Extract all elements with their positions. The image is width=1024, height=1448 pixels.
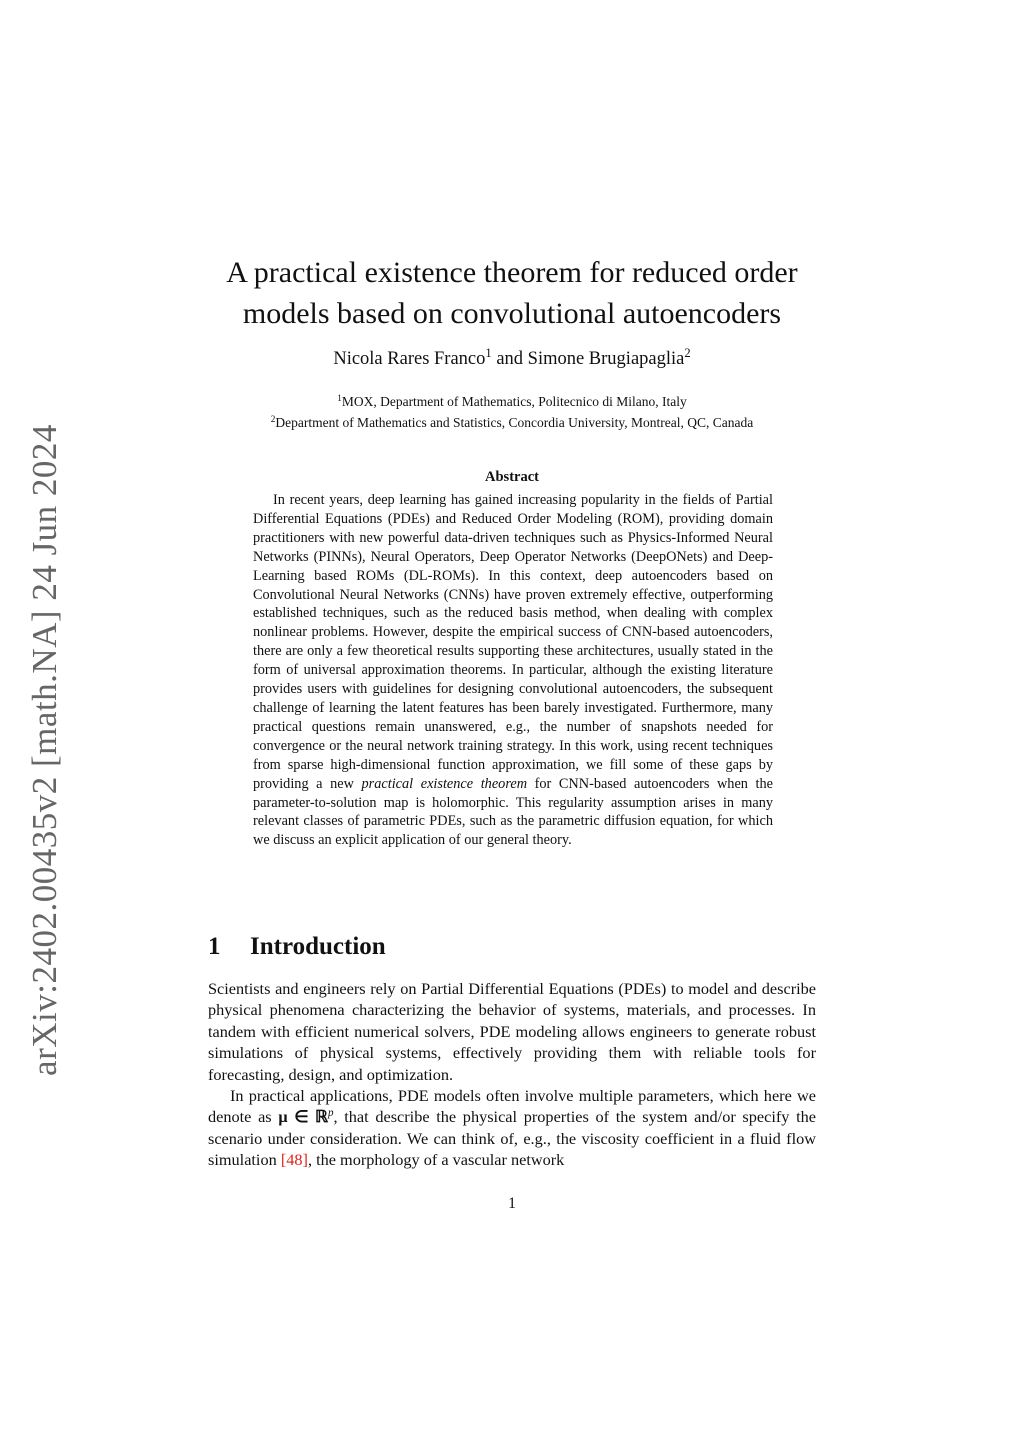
abstract-heading: Abstract	[485, 469, 539, 485]
abstract-body	[253, 491, 773, 850]
affiliation-2-mark: 2	[270, 413, 276, 424]
citation-link[interactable]: [48]	[280, 1150, 308, 1170]
introduction-body	[208, 978, 816, 1171]
page-number: 1	[508, 1195, 516, 1212]
intro-paragraph-1: Scientists and engineers rely on Partial Differential Equations (PDEs) to model and describe physical phenomena characterizing the behavior of systems, materials, and processes. In tandem with efficient numerical solvers, PDE modeling allows engineers to generate robust simulations of physical systems, effectively providing them with reliable tools for forecasting, design, and optimization.	[208, 979, 816, 1084]
math-superscript: p	[327, 1107, 334, 1120]
author-2-affiliation-mark: 2	[684, 346, 691, 361]
intro-paragraph-2	[208, 1085, 816, 1171]
affiliation-2	[150, 415, 874, 431]
author-1-name: Nicola Rares Franco	[333, 349, 486, 369]
abstract-italic-term: practical existence theorem	[361, 775, 528, 792]
author-2-name: Simone Brugiapaglia	[527, 349, 685, 369]
abstract-text-part-2: for CNN-based autoencoders when the parameter-to-solution map is holomorphic. This regularity assumption arises in many relevant classes of parametric PDEs, such as the parametric diffusion equation, for which we discuss an explicit application of our general theory.	[253, 775, 773, 849]
author-connector: and	[491, 349, 528, 369]
paper-title	[150, 252, 874, 334]
section-title: Introduction	[250, 933, 386, 960]
title-line-2: models based on convolutional autoencoders	[242, 297, 782, 330]
affiliation-2-text: Department of Mathematics and Statistics, Concordia University, Montreal, QC, Canada	[275, 415, 754, 430]
section-heading-introduction	[208, 933, 828, 961]
affiliation-1-text: MOX, Department of Mathematics, Politecnico di Milano, Italy	[341, 394, 687, 409]
section-number: 1	[208, 933, 221, 960]
intro-p2-text-2: , that describe the physical properties of the system and/or specify the scenario under consideration. We can think of, e.g., the viscosity coefficient in a fluid flow simulation	[208, 1107, 817, 1170]
intro-p2-text-1: In practical applications, PDE models often involve multiple parameters, which here we denote as	[208, 1086, 816, 1127]
affiliation-1	[150, 394, 874, 410]
arxiv-stamp: arXiv:2402.00435v2 [math.NA] 24 Jun 2024	[25, 424, 65, 1076]
title-line-1: A practical existence theorem for reduced order	[226, 256, 798, 289]
intro-p2-math	[278, 1107, 333, 1126]
intro-p2-text-3: , the morphology of a vascular network	[307, 1150, 565, 1170]
abstract-paragraph	[253, 491, 773, 850]
author-list	[200, 346, 824, 370]
affiliation-1-mark: 1	[337, 392, 342, 403]
arxiv-identifier-sidebar	[25, 424, 65, 1076]
author-1-affiliation-mark: 1	[485, 346, 492, 361]
abstract-text-part-1: In recent years, deep learning has gained increasing popularity in the fields of Partial Differential Equations (PDEs) and Reduced Order Modeling (ROM), providing domain practitioners with new powerful data-driven techniques such as Physics-Informed Neural Networks (PINNs), Neural Operators, Deep Operator Networks (DeepONets) and Deep-Learning based ROMs (DL-ROMs). In this context, deep autoencoders based on Convolutional Neural Networks (CNNs) have proven extremely effective, outperforming established techniques, such as the reduced basis method, when dealing with complex nonlinear problems. However, despite the empirical success of CNN-based autoencoders, there are only a few theoretical results supporting these architectures, usually stated in the form of universal approximation theorems. In particular, although the existing literature provides users with guidelines for designing convolutional autoencoders, the subsequent challenge of learning the latent features has been barely investigated. Furthermore, many practical questions remain unanswered, e.g., the number of snapshots needed for convergence or the neural network training strategy. In this work, using recent techniques from sparse high-dimensional function approximation, we fill some of these gaps by providing a new	[253, 492, 773, 792]
math-expression: μ ∈ ℝ	[278, 1107, 328, 1127]
